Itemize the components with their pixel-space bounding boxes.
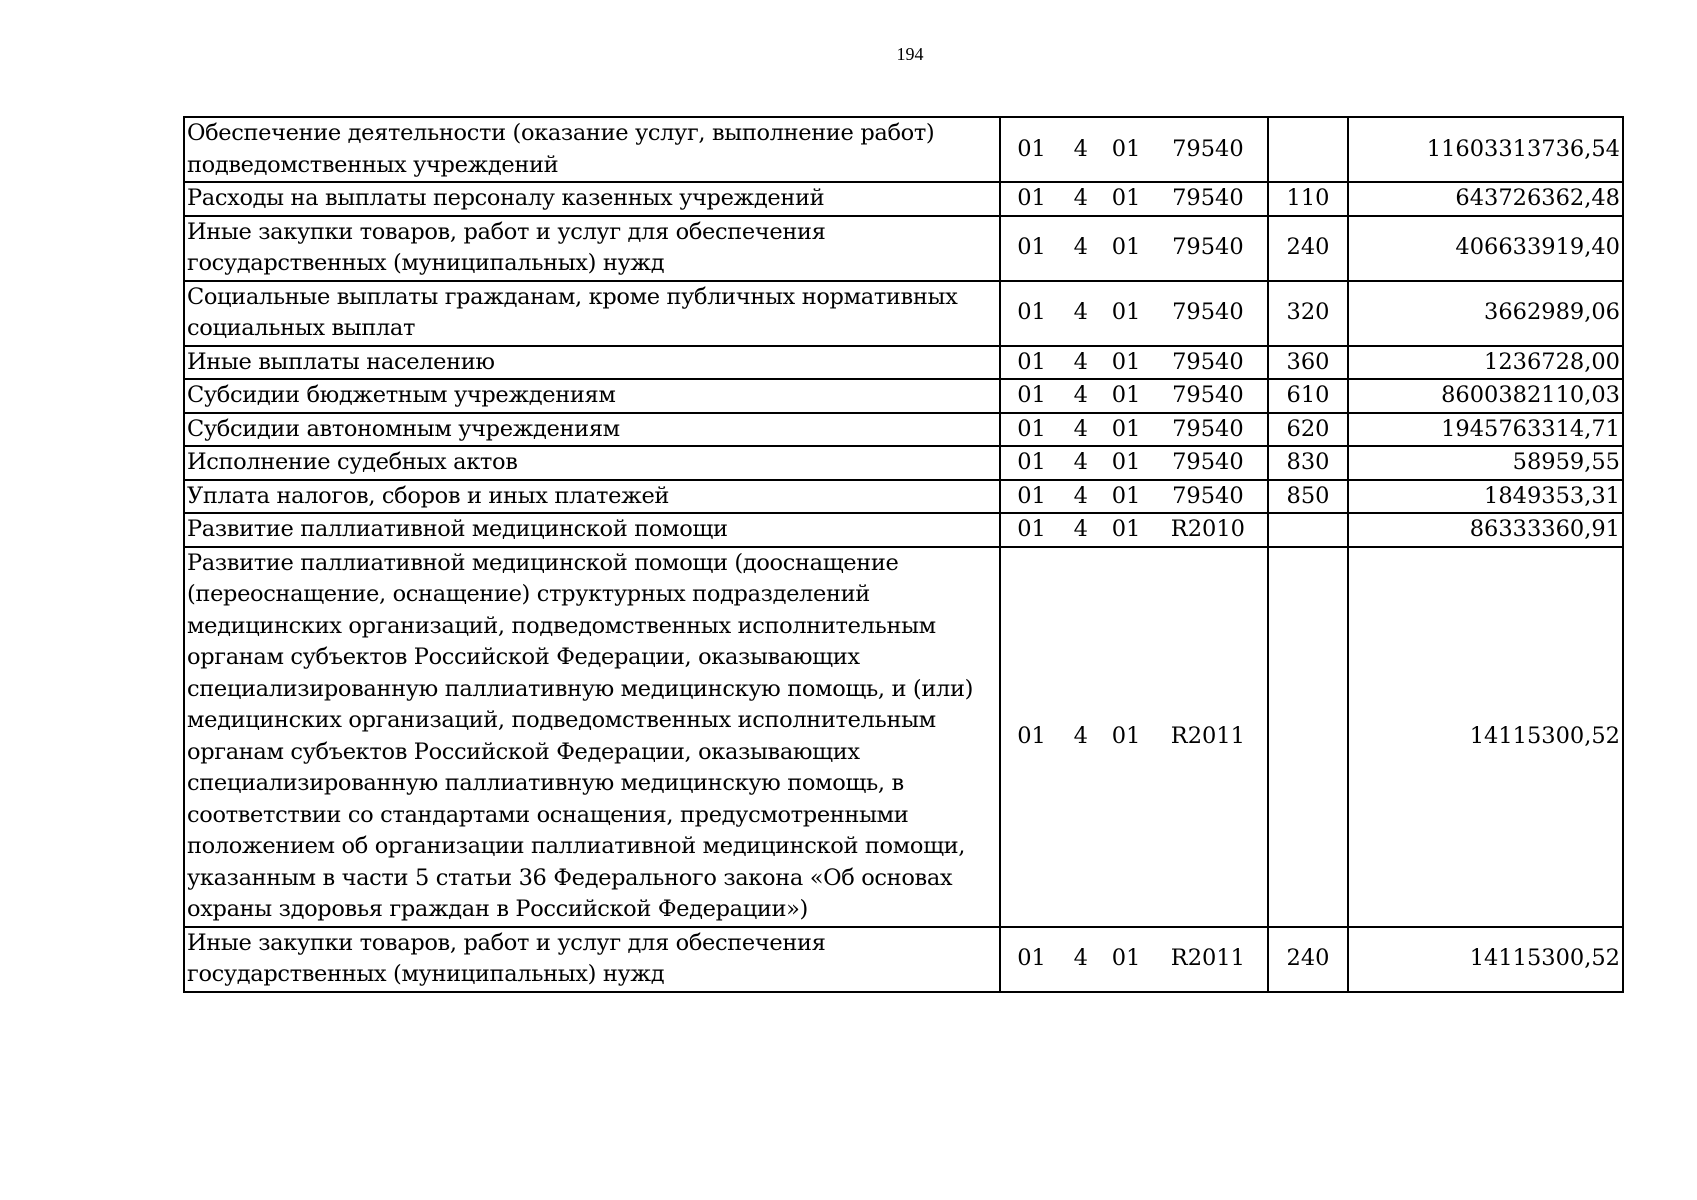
row-target-code [1000, 480, 1268, 514]
row-name: Обеспечение деятельности (оказание услуг, выполнение работ) подведомственных учреждений [184, 117, 1000, 182]
code-subprogram: 01 [1111, 185, 1141, 211]
row-target-code [1000, 281, 1268, 346]
code-direction: 79540 [1172, 135, 1244, 162]
budget-table-body [184, 117, 1623, 992]
row-target-code [1000, 379, 1268, 413]
row-expense-type: 240 [1268, 927, 1348, 992]
code-direction: 79540 [1172, 185, 1244, 211]
row-target-code [1000, 216, 1268, 281]
code-section: 01 [1017, 234, 1046, 261]
code-direction: R2010 [1170, 516, 1245, 542]
code-section: 01 [1017, 348, 1046, 375]
row-name: Социальные выплаты гражданам, кроме публичных нормативных социальных выплат [184, 281, 1000, 346]
row-target-code [1000, 346, 1268, 380]
code-section: 01 [1017, 415, 1046, 442]
code-program: 4 [1073, 382, 1088, 408]
code-subprogram: 01 [1111, 234, 1141, 261]
table-row [184, 379, 1623, 413]
row-expense-type [1268, 547, 1348, 927]
code-subprogram: 01 [1111, 482, 1141, 509]
code-section: 01 [1017, 135, 1046, 162]
table-row [184, 547, 1623, 927]
table-row [184, 216, 1623, 281]
code-section: 01 [1017, 449, 1046, 475]
code-direction: 79540 [1172, 415, 1244, 442]
code-direction: 79540 [1172, 482, 1244, 509]
row-target-code [1000, 927, 1268, 992]
table-row [184, 346, 1623, 380]
code-section: 01 [1017, 482, 1046, 509]
row-expense-type: 360 [1268, 346, 1348, 380]
row-target-code [1000, 117, 1268, 182]
code-subprogram: 01 [1111, 415, 1141, 442]
row-target-code [1000, 446, 1268, 480]
row-amount: 406633919,40 [1348, 216, 1623, 281]
code-program: 4 [1073, 449, 1088, 475]
row-expense-type: 850 [1268, 480, 1348, 514]
code-section: 01 [1017, 185, 1046, 211]
row-target-code [1000, 513, 1268, 547]
code-direction: 79540 [1172, 449, 1244, 475]
code-direction: 79540 [1172, 382, 1244, 408]
row-name: Иные закупки товаров, работ и услуг для обеспечения государственных (муниципальных) нужд [184, 927, 1000, 992]
code-program: 4 [1073, 945, 1088, 972]
code-subprogram: 01 [1111, 348, 1141, 375]
row-target-code [1000, 413, 1268, 447]
row-name: Субсидии бюджетным учреждениям [184, 379, 1000, 413]
row-amount: 86333360,91 [1348, 513, 1623, 547]
code-program: 4 [1073, 299, 1088, 326]
code-subprogram: 01 [1111, 299, 1141, 326]
code-section: 01 [1017, 516, 1046, 542]
row-expense-type: 240 [1268, 216, 1348, 281]
code-program: 4 [1073, 135, 1088, 162]
code-section: 01 [1017, 722, 1046, 749]
row-expense-type: 830 [1268, 446, 1348, 480]
code-direction: 79540 [1172, 348, 1244, 375]
row-amount: 8600382110,03 [1348, 379, 1623, 413]
table-row [184, 281, 1623, 346]
row-expense-type: 620 [1268, 413, 1348, 447]
code-program: 4 [1073, 234, 1088, 261]
row-amount: 14115300,52 [1348, 547, 1623, 927]
page-number: 194 [896, 44, 924, 64]
code-section: 01 [1017, 382, 1046, 408]
code-subprogram: 01 [1111, 722, 1141, 749]
row-amount: 11603313736,54 [1348, 117, 1623, 182]
row-name: Развитие паллиативной медицинской помощи (дооснащение (переоснащение, оснащение) структурных подразделений медицинских организаций, подведомственных исполнительным органам субъектов Российской Федерации, оказывающих специализированную паллиативную медицинскую помощь, и (или) медицинских организаций, подведомственных исполнительным органам субъектов Российской Федерации, оказывающих специализированную паллиативную медицинскую помощь, в соответствии со стандартами оснащения, предусмотренными положением об организации паллиативной медицинской помощи, указанным в части 5 статьи 36 Федерального закона «Об основах охраны здоровья граждан в Российской Федерации») [184, 547, 1000, 927]
code-subprogram: 01 [1111, 135, 1141, 162]
row-name: Уплата налогов, сборов и иных платежей [184, 480, 1000, 514]
code-program: 4 [1073, 348, 1088, 375]
row-name: Субсидии автономным учреждениям [184, 413, 1000, 447]
row-expense-type: 320 [1268, 281, 1348, 346]
code-direction: R2011 [1170, 945, 1245, 972]
row-name: Расходы на выплаты персоналу казенных учреждений [184, 182, 1000, 216]
row-name: Исполнение судебных актов [184, 446, 1000, 480]
code-program: 4 [1073, 415, 1088, 442]
code-direction: 79540 [1172, 299, 1244, 326]
row-expense-type: 610 [1268, 379, 1348, 413]
code-subprogram: 01 [1111, 516, 1141, 542]
row-name: Иные закупки товаров, работ и услуг для обеспечения государственных (муниципальных) нужд [184, 216, 1000, 281]
code-section: 01 [1017, 945, 1046, 972]
budget-table [183, 116, 1624, 993]
table-row [184, 446, 1623, 480]
code-program: 4 [1073, 482, 1088, 509]
row-expense-type [1268, 513, 1348, 547]
row-amount: 1236728,00 [1348, 346, 1623, 380]
code-subprogram: 01 [1111, 382, 1141, 408]
table-row [184, 117, 1623, 182]
table-row [184, 182, 1623, 216]
table-row [184, 513, 1623, 547]
row-expense-type: 110 [1268, 182, 1348, 216]
row-amount: 58959,55 [1348, 446, 1623, 480]
code-subprogram: 01 [1111, 449, 1141, 475]
code-direction: 79540 [1172, 234, 1244, 261]
row-amount: 1945763314,71 [1348, 413, 1623, 447]
code-program: 4 [1073, 722, 1088, 749]
code-section: 01 [1017, 299, 1046, 326]
row-amount: 3662989,06 [1348, 281, 1623, 346]
table-row [184, 480, 1623, 514]
row-amount: 1849353,31 [1348, 480, 1623, 514]
row-name: Развитие паллиативной медицинской помощи [184, 513, 1000, 547]
table-row [184, 413, 1623, 447]
row-amount: 643726362,48 [1348, 182, 1623, 216]
code-subprogram: 01 [1111, 945, 1141, 972]
row-amount: 14115300,52 [1348, 927, 1623, 992]
code-program: 4 [1073, 185, 1088, 211]
code-direction: R2011 [1170, 722, 1245, 749]
row-name: Иные выплаты населению [184, 346, 1000, 380]
table-row [184, 927, 1623, 992]
code-program: 4 [1073, 516, 1088, 542]
row-target-code [1000, 182, 1268, 216]
row-expense-type [1268, 117, 1348, 182]
row-target-code [1000, 547, 1268, 927]
